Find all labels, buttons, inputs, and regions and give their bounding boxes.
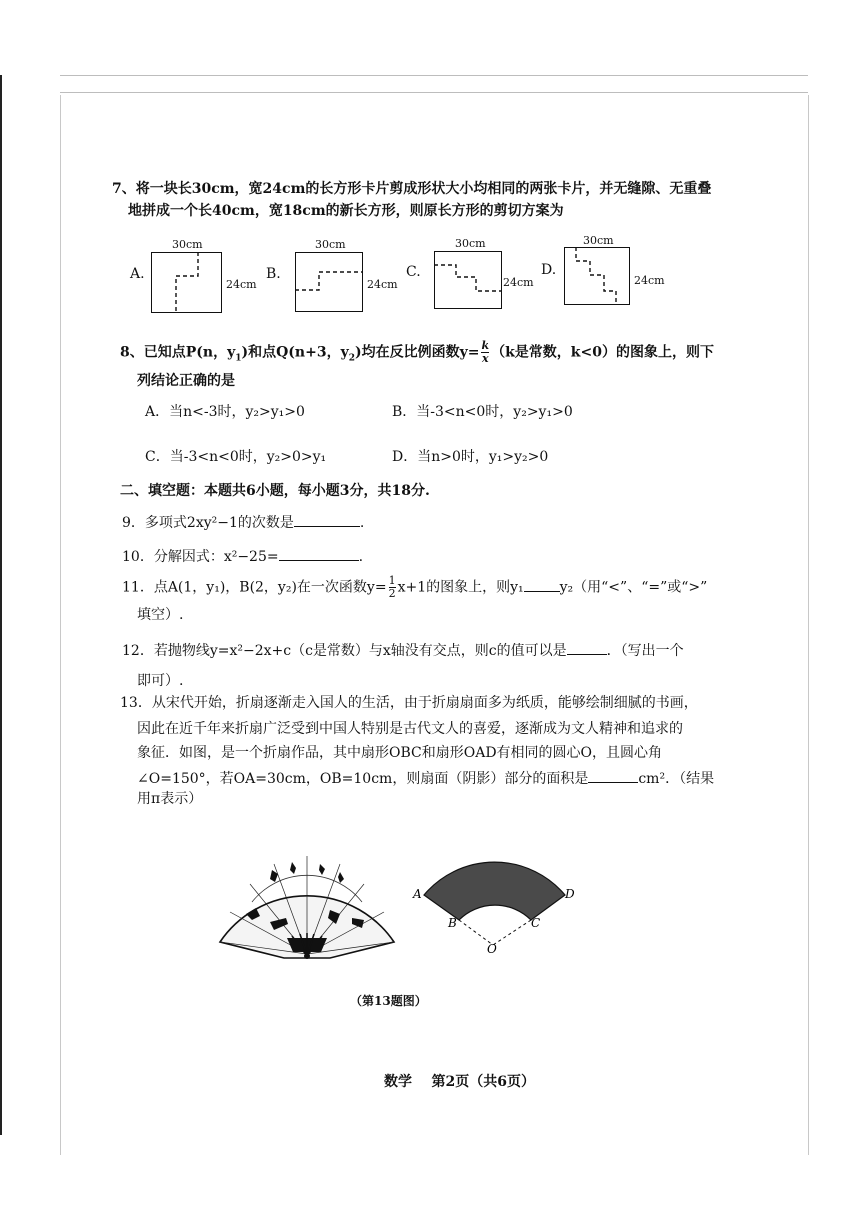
point-o-label: O — [487, 942, 497, 956]
section-2-heading: 二、填空题：本题共6小题，每小题3分，共18分. — [120, 483, 430, 499]
q8-frac-den: x — [482, 352, 489, 365]
q7-d-width: 30cm — [583, 234, 614, 247]
q13-line5: 用π表示） — [137, 791, 203, 807]
q13-line4 — [137, 768, 714, 788]
q7-c-cut-line — [434, 251, 502, 309]
q8-part4: （k是常数，k<0）的图象上，则下 — [491, 344, 714, 361]
q11-part2: x+1的图象上，则y₁ — [397, 579, 524, 596]
q8-frac-num: k — [481, 339, 490, 352]
q10-text: 10．分解因式：x²−25= — [122, 549, 279, 565]
q7-option-c-label[interactable]: C. — [406, 264, 421, 280]
q13-line2: 因此在近千年来折扇广泛受到中国人特别是古代文人的喜爱，逐渐成为文人精神和追求的 — [137, 721, 683, 737]
figure-caption: （第13题图） — [350, 994, 427, 1008]
q8-option-a[interactable]: A．当n<-3时，y₂>y₁>0 — [145, 404, 305, 420]
q11-line2: 填空）. — [137, 607, 184, 623]
q7-a-height: 24cm — [226, 278, 257, 291]
q11-fraction — [389, 575, 396, 600]
scan-border-right — [808, 95, 809, 1155]
q13-line3: 象征．如图，是一个折扇作品，其中扇形OBC和扇形OAD有相同的圆心O，且圆心角 — [137, 745, 663, 761]
q7-b-cut-line — [295, 252, 363, 312]
q10 — [122, 546, 363, 566]
q8-line1: 8、已知点P(n，$y_1$)和点Q(n+3，$y_2$)均在反比例函数y= $\frac{k}{x}$ （k是常数，k<0）的图象上，则下 — [120, 339, 714, 365]
q7-option-a-label[interactable]: A. — [130, 266, 145, 282]
q7-line1: 7、将一块长30cm，宽24cm的长方形卡片剪成形状大小均相同的两张卡片，并无缝隙、无重叠 — [112, 181, 712, 197]
folding-fan-illustration — [212, 850, 402, 960]
q12-part1: 12．若抛物线y=x²−2x+c（c是常数）与x轴没有交点，则c的值可以是 — [122, 643, 567, 659]
q11-answer-blank[interactable] — [524, 577, 560, 592]
q13-line1: 13．从宋代开始，折扇逐渐走入国人的生活，由于折扇扇面多为纸质，能够绘制细腻的书画， — [120, 695, 698, 711]
q7-option-b-label[interactable]: B. — [266, 266, 281, 282]
q11-line1 — [122, 575, 707, 600]
q9-end: . — [359, 515, 365, 531]
scan-border-left — [60, 95, 61, 1155]
q8-fraction — [481, 340, 489, 365]
page-footer: 数学 第2页（共6页） — [384, 1074, 535, 1090]
point-c-label: C — [531, 916, 541, 930]
q13-part2: cm²．（结果 — [638, 771, 715, 787]
q7-option-d-label[interactable]: D. — [541, 262, 557, 278]
point-a-label: A — [413, 887, 422, 901]
q7-a-width: 30cm — [172, 238, 203, 251]
q8-option-d[interactable]: D．当n>0时，y₁>y₂>0 — [392, 449, 549, 465]
q9-answer-blank[interactable] — [294, 512, 360, 527]
q12-line1 — [122, 640, 684, 660]
q13-part1: ∠O=150°，若OA=30cm，OB=10cm，则扇面（阴影）部分的面积是 — [137, 771, 589, 787]
q13-answer-blank[interactable] — [588, 768, 638, 783]
q9 — [122, 512, 364, 532]
scan-edge — [0, 75, 2, 1135]
q7-c-width: 30cm — [455, 237, 486, 250]
point-d-label: D — [565, 887, 575, 901]
q9-text: 9．多项式2xy²−1的次数是 — [122, 515, 294, 531]
q7-b-height: 24cm — [367, 278, 398, 291]
q11-part3: y₂（用“<”、“=”或“>” — [559, 579, 708, 596]
q10-answer-blank[interactable] — [279, 546, 359, 561]
q11-frac-num: 1 — [388, 574, 396, 587]
q7-a-cut-line — [151, 252, 222, 313]
q8-line2: 列结论正确的是 — [137, 373, 235, 389]
q8-part1: 8、已知点P(n，y — [120, 344, 236, 361]
scan-line-top — [60, 75, 808, 76]
q7-d-cut-line — [564, 247, 630, 305]
q12-line2: 即可）. — [137, 673, 184, 689]
q7-b-width: 30cm — [315, 238, 346, 251]
q8-part3: )均在反比例函数y= — [354, 344, 480, 361]
scan-line-top-2 — [60, 92, 808, 93]
q7-line2: 地拼成一个长40cm，宽18cm的新长方形，则原长方形的剪切方案为 — [128, 203, 564, 219]
q10-end: . — [358, 549, 364, 565]
q7-c-height: 24cm — [503, 276, 534, 289]
point-b-label: B — [448, 916, 457, 930]
q7-d-height: 24cm — [634, 274, 665, 287]
q8-option-c[interactable]: C．当-3<n<0时，y₂>0>y₁ — [145, 449, 327, 465]
q11-frac-den: 2 — [388, 587, 396, 600]
q11-part1: 11．点A(1，y₁)，B(2，y₂)在一次函数y= — [122, 579, 387, 596]
sector-diagram — [405, 855, 585, 955]
q8-option-b[interactable]: B．当-3<n<0时，y₂>y₁>0 — [392, 404, 573, 420]
q12-part2: ．（写出一个 — [606, 643, 684, 659]
q12-answer-blank[interactable] — [567, 640, 607, 655]
q8-part2: )和点Q(n+3，y — [241, 344, 349, 361]
